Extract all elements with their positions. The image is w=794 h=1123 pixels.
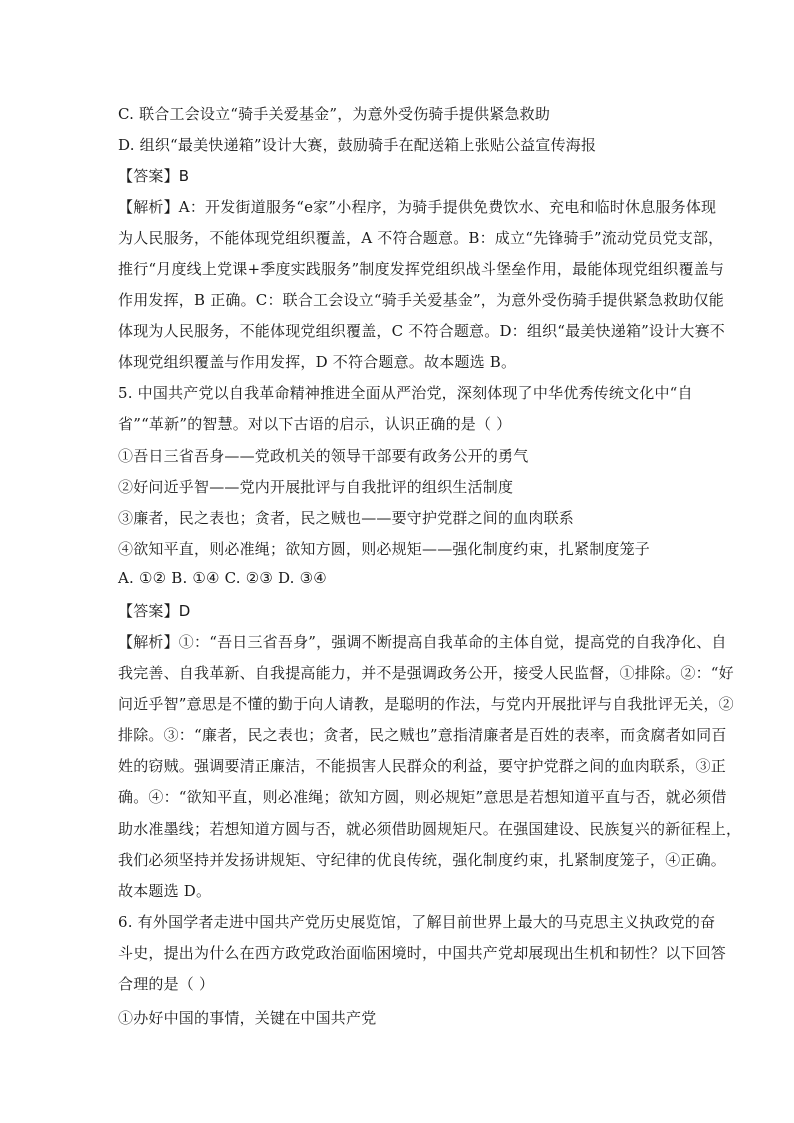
answer-line: 【答案】B: [118, 167, 190, 185]
statement-1: ①办好中国的事情，关键在中国共产党: [118, 1009, 377, 1027]
statement-2: ②好问近乎智——党内开展批评与自我批评的组织生活制度: [118, 478, 514, 496]
question-6-stem: 合理的是（ ）: [118, 975, 215, 993]
question-6-stem: 6. 有外国学者走进中国共产党历史展览馆，了解目前世界上最大的马克思主义执政党的奋: [118, 913, 716, 931]
question-5-stem: 省”“革新”的智慧。对以下古语的启示，认识正确的是（ ）: [118, 415, 512, 433]
analysis-line: 姓的窃贼。强调要清正廉洁，不能损害人民群众的利益，要守护党群之间的血肉联系，③正: [118, 757, 727, 775]
option-d-line: D. 组织“最美快递箱”设计大赛，鼓励骑手在配送箱上张贴公益宣传海报: [118, 136, 597, 154]
analysis-line: 问近乎智”意思是不懂的勤于向人请教，是聪明的作法，与党内开展批评与自我批评无关，②: [118, 695, 734, 713]
analysis-line: 为人民服务，不能体现党组织覆盖，A 不符合题意。B：成立“先锋骑手”流动党员党支部，: [118, 229, 724, 247]
analysis-line: 排除。③：“廉者，民之表也；贪者，民之贼也”意指清廉者是百姓的表率，而贪腐者如同百: [118, 726, 727, 744]
analysis-line: 体现为人民服务，不能体现党组织覆盖，C 不符合题意。D：组织“最美快递箱”设计大赛不: [118, 322, 726, 340]
choices-line: A. ①② B. ①④ C. ②③ D. ③④: [118, 569, 327, 587]
statement-4: ④欲知平直，则必准绳；欲知方圆，则必规矩——强化制度约束，扎紧制度笼子: [118, 540, 651, 558]
analysis-line: 助水准墨线；若想知道方圆与否，就必须借助圆规矩尺。在强国建设、民族复兴的新征程上，: [118, 820, 742, 838]
statement-3: ③廉者，民之表也；贪者，民之贼也——要守护党群之间的血肉联系: [118, 509, 575, 527]
analysis-line: 推行“月度线上党课+季度实践服务”制度发挥党组织战斗堡垒作用，最能体现党组织覆盖与: [118, 260, 725, 278]
analysis-line: 作用发挥，B 正确。C：联合工会设立“骑手关爱基金”，为意外受伤骑手提供紧急救助仅能: [118, 291, 725, 309]
statement-1: ①吾日三省吾身——党政机关的领导干部要有政务公开的勇气: [118, 447, 529, 465]
option-c-line: C. 联合工会设立“骑手关爱基金”，为意外受伤骑手提供紧急救助: [118, 105, 551, 123]
analysis-line: 确。④：“欲知平直，则必准绳；欲知方圆，则必规矩”意思是若想知道平直与否，就必须借: [118, 788, 727, 806]
answer-line: 【答案】D: [118, 602, 191, 620]
analysis-line: 体现党组织覆盖与作用发挥，D 不符合题意。故本题选 B。: [118, 353, 517, 371]
question-5-stem: 5. 中国共产党以自我革命精神推进全面从严治党，深刻体现了中华优秀传统文化中“自: [118, 384, 693, 402]
analysis-line: 故本题选 D。: [118, 882, 212, 900]
analysis-line: 【解析】①：“吾日三省吾身”，强调不断提高自我革命的主体自觉，提高党的自我净化、自: [118, 633, 727, 651]
analysis-line: 【解析】A：开发街道服务“e家”小程序，为骑手提供免费饮水、充电和临时休息服务体现: [118, 198, 717, 216]
analysis-line: 我完善、自我革新、自我提高能力，并不是强调政务公开，接受人民监督，①排除。②：“好: [118, 664, 734, 682]
analysis-line: 我们必须坚持并发扬讲规矩、守纪律的优良传统，强化制度约束，扎紧制度笼子，④正确。: [118, 851, 727, 869]
question-6-stem: 斗史，提出为什么在西方政党政治面临困境时，中国共产党却展现出生机和韧性？以下回答: [118, 944, 727, 962]
